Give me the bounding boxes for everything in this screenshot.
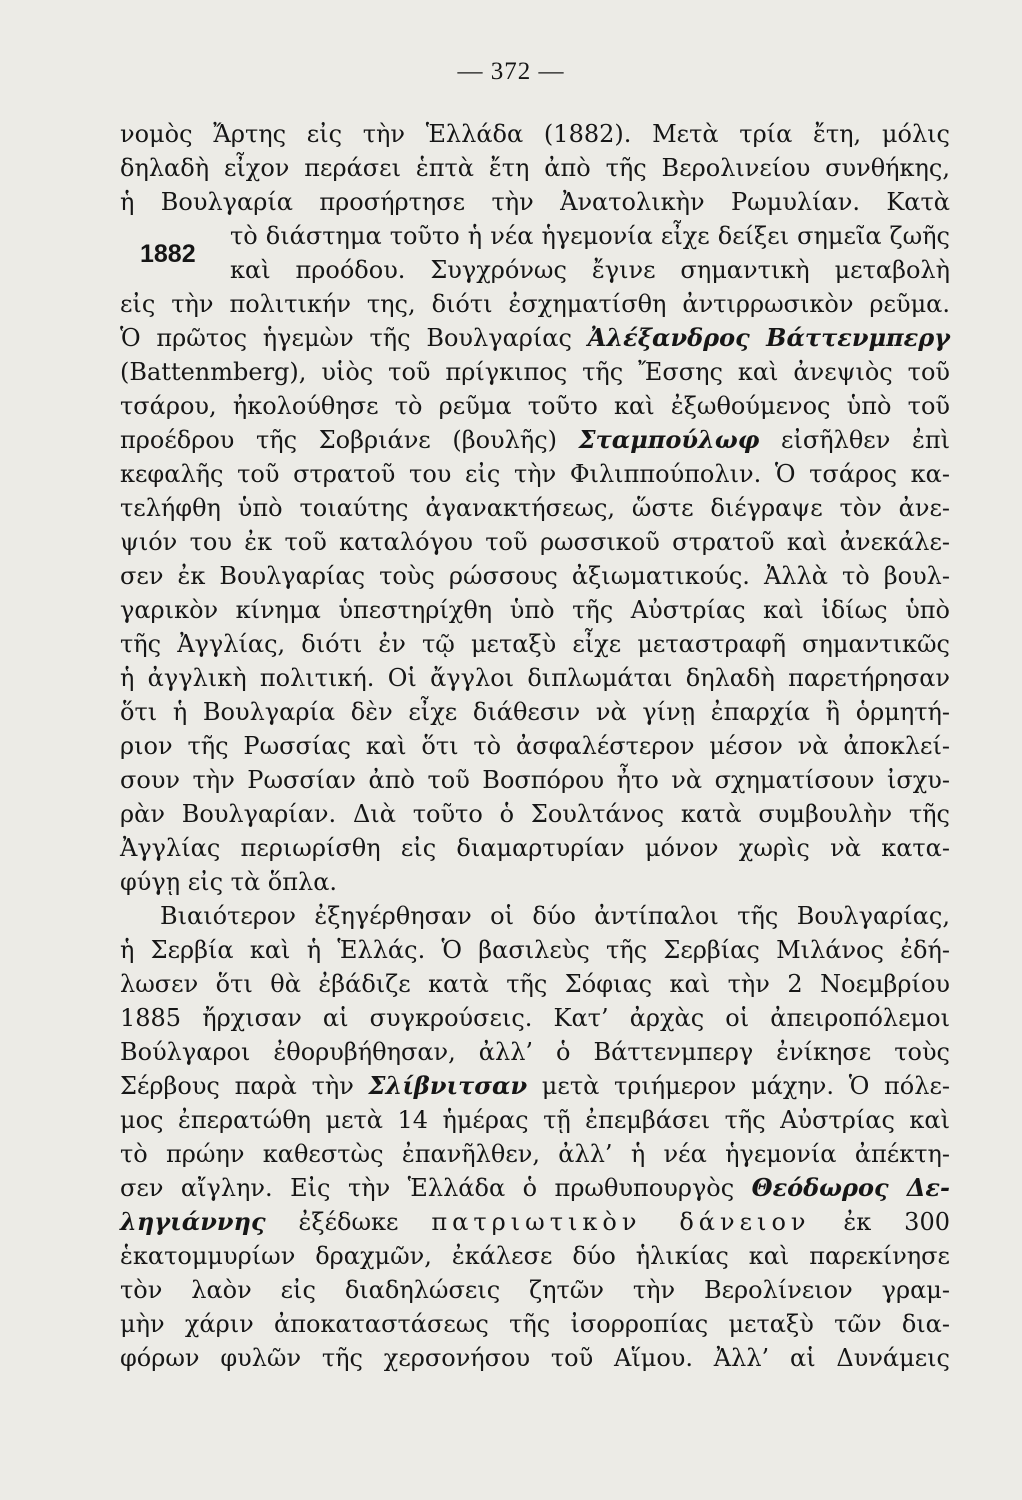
text-line: τὸν λαὸν εἰς διαδηλώσεις ζητῶν τὴν Βερολίνειον γραμ- xyxy=(120,1276,950,1304)
text-run: προέδρου τῆς Σοβριάνε (βουλῆς) xyxy=(120,426,579,454)
text-line: καὶ προόδου. Συγχρόνως ἔγινε σημαντικὴ μεταβολὴ xyxy=(230,256,950,284)
text-line: γαρικὸν κίνημα ὑπεστηρίχθη ὑπὸ τῆς Αὐστρίας καὶ ἰδίως ὑπὸ xyxy=(120,596,950,624)
text-line: τὸ διάστημα τοῦτο ἡ νέα ἡγεμονία εἶχε δείξει σημεῖα ζωῆς xyxy=(230,222,950,250)
text-run: ἐξέδωκε xyxy=(265,1208,432,1236)
text-line xyxy=(120,1069,950,1103)
text-line: κεφαλῆς τοῦ στρατοῦ του εἰς τὴν Φιλιππούπολιν. Ὁ τσάρος κα- xyxy=(120,460,950,488)
text-run: Σέρβους παρὰ τὴν xyxy=(120,1072,369,1100)
text-run: ἐκ 300 xyxy=(810,1208,950,1236)
text-line: ἡ Σερβία καὶ ἡ Ἑλλάς. Ὁ βασιλεὺς τῆς Σερβίας Μιλάνος ἐδή- xyxy=(120,936,950,964)
text-line: μὴν χάριν ἀποκαταστάσεως τῆς ἰσορροπίας μεταξὺ τῶν δια- xyxy=(120,1310,950,1338)
text-line: λωσεν ὅτι θὰ ἐβάδιζε κατὰ τῆς Σόφιας καὶ τὴν 2 Νοεμβρίου xyxy=(120,970,950,998)
page-number: — 372 — xyxy=(457,58,565,85)
text-line: ἑκατομμυρίων δραχμῶν, ἐκάλεσε δύο ἡλικίας καὶ παρεκίνησε xyxy=(120,1242,950,1270)
emphasis-name: Σταμπούλωφ xyxy=(578,425,760,454)
text-line: φύγῃ εἰς τὰ ὅπλα. xyxy=(120,868,338,896)
text-line: σεν ἐκ Βουλγαρίας τοὺς ρώσσους ἀξιωματικούς. Ἀλλὰ τὸ βουλ- xyxy=(120,562,950,590)
text-line: ὅτι ἡ Βουλγαρία δὲν εἶχε διάθεσιν νὰ γίνῃ ἐπαρχία ἢ ὁρμητή- xyxy=(120,698,950,726)
emphasis-name: Ἀλέξανδρος Βάττενμπεργ xyxy=(587,323,950,352)
text-line: τελήφθη ὑπὸ τοιαύτης ἀγανακτήσεως, ὥστε διέγραψε τὸν ἀνε- xyxy=(120,494,950,522)
margin-year-note: 1882 xyxy=(140,240,196,268)
text-line xyxy=(120,1205,950,1239)
text-line: τσάρου, ἠκολούθησε τὸ ρεῦμα τοῦτο καὶ ἐξωθούμενος ὑπὸ τοῦ xyxy=(120,392,950,420)
text-line xyxy=(120,321,950,355)
text-line: φόρων φυλῶν τῆς χερσονήσου τοῦ Αἵμου. Ἀλλ’ αἱ Δυνάμεις xyxy=(120,1344,950,1372)
text-line: σουν τὴν Ρωσσίαν ἀπὸ τοῦ Βοσπόρου ἦτο νὰ σχηματίσουν ἰσχυ- xyxy=(120,766,950,794)
text-line: νομὸς Ἄρτης εἰς τὴν Ἑλλάδα (1882). Μετὰ τρία ἔτη, μόλις xyxy=(120,120,950,148)
text-line xyxy=(120,423,950,457)
text-line: Βιαιότερον ἐξηγέρθησαν οἱ δύο ἀντίπαλοι τῆς Βουλγαρίας, xyxy=(160,902,950,930)
text-line: Ἀγγλίας περιωρίσθη εἰς διαμαρτυρίαν μόνον χωρὶς νὰ κατα- xyxy=(120,834,950,862)
emphasis-name: ληγιάννης xyxy=(120,1207,266,1236)
text-line: ριον τῆς Ρωσσίας καὶ ὅτι τὸ ἀσφαλέστερον μέσον νὰ ἀποκλεί- xyxy=(120,732,950,760)
text-line: ρὰν Βουλγαρίαν. Διὰ τοῦτο ὁ Σουλτάνος κατὰ συμβουλὴν τῆς xyxy=(120,800,950,828)
text-line: ἡ Βουλγαρία προσήρτησε τὴν Ἀνατολικὴν Ρωμυλίαν. Κατὰ xyxy=(120,188,950,216)
text-line: τὸ πρώην καθεστὼς ἐπανῆλθεν, ἀλλ’ ἡ νέα ἡγεμονία ἀπέκτη- xyxy=(120,1140,950,1168)
text-line: εἰς τὴν πολιτικήν της, διότι ἐσχηματίσθη ἀντιρρωσικὸν ρεῦμα. xyxy=(120,290,950,318)
text-line: ἡ ἀγγλικὴ πολιτική. Οἱ ἄγγλοι διπλωμάται δηλαδὴ παρετήρησαν xyxy=(120,664,950,692)
text-line xyxy=(120,1171,950,1205)
text-line: δηλαδὴ εἶχον περάσει ἑπτὰ ἔτη ἀπὸ τῆς Βερολινείου συνθήκης, xyxy=(120,154,950,182)
text-line: (Battenmberg), υἱὸς τοῦ πρίγκιπος τῆς Ἔσσης καὶ ἀνεψιὸς τοῦ xyxy=(120,358,950,386)
text-line: τῆς Ἀγγλίας, διότι ἐν τῷ μεταξὺ εἶχε μεταστραφῆ σημαντικῶς xyxy=(120,630,950,658)
text-line: 1885 ἤρχισαν αἱ συγκρούσεις. Κατ’ ἀρχὰς οἱ ἀπειροπόλεμοι xyxy=(120,1004,950,1032)
emphasis-name: Σλίβνιτσαν xyxy=(368,1071,528,1100)
text-run: Ὁ πρῶτος ἡγεμὼν τῆς Βουλγαρίας xyxy=(120,324,588,352)
text-line: μος ἐπερατώθη μετὰ 14 ἡμέρας τῇ ἐπεμβάσει τῆς Αὐστρίας καὶ xyxy=(120,1106,950,1134)
spaced-text: πατριωτικὸν δάνειον xyxy=(431,1208,811,1236)
text-run: εἰσῆλθεν ἐπὶ xyxy=(759,426,950,454)
text-run: μετὰ τριήμερον μάχην. Ὁ πόλε- xyxy=(527,1072,951,1100)
text-line: ψιόν του ἐκ τοῦ καταλόγου τοῦ ρωσσικοῦ στρατοῦ καὶ ἀνεκάλε- xyxy=(120,528,950,556)
emphasis-name: Θεόδωρος Δε- xyxy=(751,1173,950,1202)
text-run: σεν αἴγλην. Εἰς τὴν Ἑλλάδα ὁ πρωθυπουργὸς xyxy=(120,1174,752,1202)
text-line: Βούλγαροι ἐθορυβήθησαν, ἀλλ’ ὁ Βάττενμπεργ ἐνίκησε τοὺς xyxy=(120,1038,950,1066)
